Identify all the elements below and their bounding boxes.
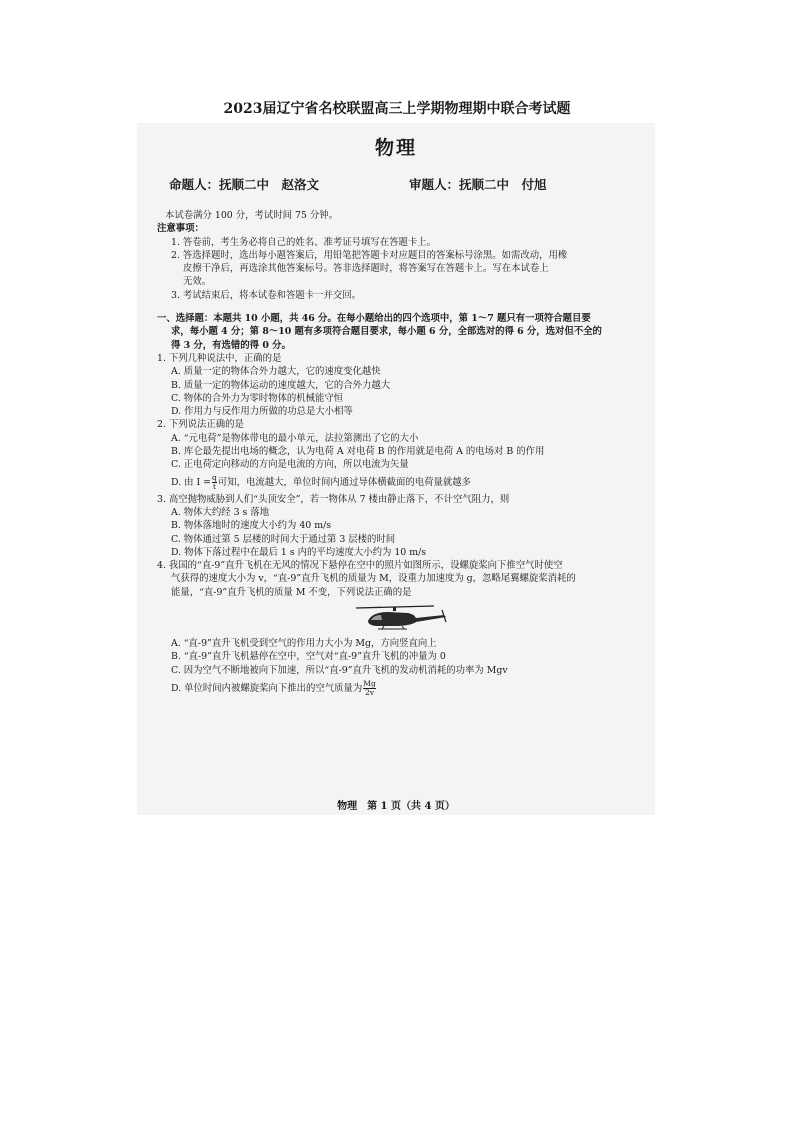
question-4-stem-cont: 气获得的速度大小为 v，“直-9”直升飞机的质量为 M，设重力加速度为 g，忽略尾翼螺旋桨消耗的 [171,573,576,585]
exam-info: 本试卷满分 100 分，考试时间 75 分钟。 [165,210,338,221]
notice-item-2-cont: 皮擦干净后，再选涂其他答案标号。答非选择题时，将答案写在答题卡上。写在本试卷上 [183,263,549,275]
section-heading-cont: 求，每小题 4 分；第 8～10 题有多项符合题目要求，每小题 6 分，全部选对的得 6 分，选对但不全的 [171,326,602,338]
section-heading-cont: 得 3 分，有选错的得 0 分。 [171,339,291,351]
question-4-option-d [157,680,643,697]
question-reviewer: 审题人：抚顺二中 付旭 [409,177,547,192]
notice-item-2-cont: 无效。 [183,276,212,288]
authors-line [169,175,639,193]
question-3-option-d: D. 物体下落过程中在最后 1 s 内的平均速度大小约为 10 m/s [171,546,427,558]
question-1-option-a: A. 质量一定的物体合外力越大，它的速度变化越快 [171,366,381,378]
fraction-denominator: t [212,481,216,491]
question-3-option-a: A. 物体大约经 3 s 落地 [171,506,270,518]
question-3-stem: 3. 高空抛物威胁到人们“头顶安全”，若一物体从 7 楼由静止落下，不计空气阻力，则 [157,493,510,505]
question-4-option-a: A. “直-9”直升飞机受到空气的作用力大小为 Mg，方向竖直向上 [171,638,437,650]
fraction-numerator: q [212,472,217,482]
question-2-stem: 2. 下列说法正确的是 [157,419,244,431]
question-2-option-a: A. “元电荷”是物体带电的最小单元，法拉第测出了它的大小 [171,432,419,444]
question-3-option-c: C. 物体通过第 5 层楼的时间大于通过第 3 层楼的时间 [171,533,396,545]
fraction-numerator: Mg [363,678,376,688]
helicopter-figure [157,599,643,637]
question-1-option-d: D. 作用力与反作用力所做的功总是大小相等 [171,406,353,418]
question-2-option-d-suffix: 可知，电流越大，单位时间内通过导体横截面的电荷量就越多 [217,476,471,488]
question-4-stem-cont: 能量，“直-9”直升飞机的质量 M 不变，下列说法正确的是 [171,586,412,598]
fraction-q-over-t [212,474,217,491]
scanned-page [137,123,655,815]
question-1-option-b: B. 质量一定的物体运动的速度越大，它的合外力越大 [171,379,391,391]
fraction-mg-over-2v [363,680,375,697]
question-4-option-c: C. 因为空气不断地被向下加速，所以“直-9”直升飞机的发动机消耗的功率为 Mgv [171,664,508,676]
page-footer: 物理 第 1 页（共 4 页） [337,801,455,812]
notice-heading: 注意事项： [157,223,204,235]
question-2-option-c: C. 正电荷定向移动的方向是电流的方向，所以电流为矢量 [171,459,409,471]
question-4-option-b: B. “直-9”直升飞机悬停在空中，空气对“直-9”直升飞机的冲量为 0 [171,651,446,663]
question-4-stem: 4. 我国的“直-9”直升飞机在无风的情况下悬停在空中的照片如图所示，设螺旋桨向下推空气时使空 [157,560,563,572]
exam-content [157,209,643,697]
section-heading: 一、选择题：本题共 10 小题，共 46 分。在每小题给出的四个选项中，第 1～7 题只有一项符合题目要 [157,313,591,325]
question-4-option-d-prefix: D. 单位时间内被螺旋桨向下推出的空气质量为 [171,682,363,694]
notice-item-1: 1. 答卷前，考生务必将自己的姓名、准考证号填写在答题卡上。 [171,236,437,248]
document-title: 2023届辽宁省名校联盟高三上学期物理期中联合考试题 [223,101,571,117]
question-setter: 命题人：抚顺二中 赵洛文 [169,177,320,192]
question-2-option-d-prefix: D. 由 I = [171,476,212,488]
question-3-option-b: B. 物体落地时的速度大小约为 40 m/s [171,520,332,532]
question-1-stem: 1. 下列几种说法中，正确的是 [157,352,282,364]
question-2-option-b: B. 库仑最先提出电场的概念，认为电荷 A 对电荷 B 的作用就是电荷 A 的电场对 B 的作用 [171,446,545,458]
question-2-option-d [157,474,643,491]
fraction-denominator: 2v [365,687,375,697]
notice-item-2: 2. 答选择题时，选出每小题答案后，用铅笔把答题卡对应题目的答案标号涂黑。如需改动，用橡 [171,249,568,261]
question-1-option-c: C. 物体的合外力为零时物体的机械能守恒 [171,392,344,404]
subject-title: 物理 [374,137,417,159]
helicopter-icon [352,603,452,633]
notice-item-3: 3. 考试结束后，将本试卷和答题卡一并交回。 [171,289,362,301]
